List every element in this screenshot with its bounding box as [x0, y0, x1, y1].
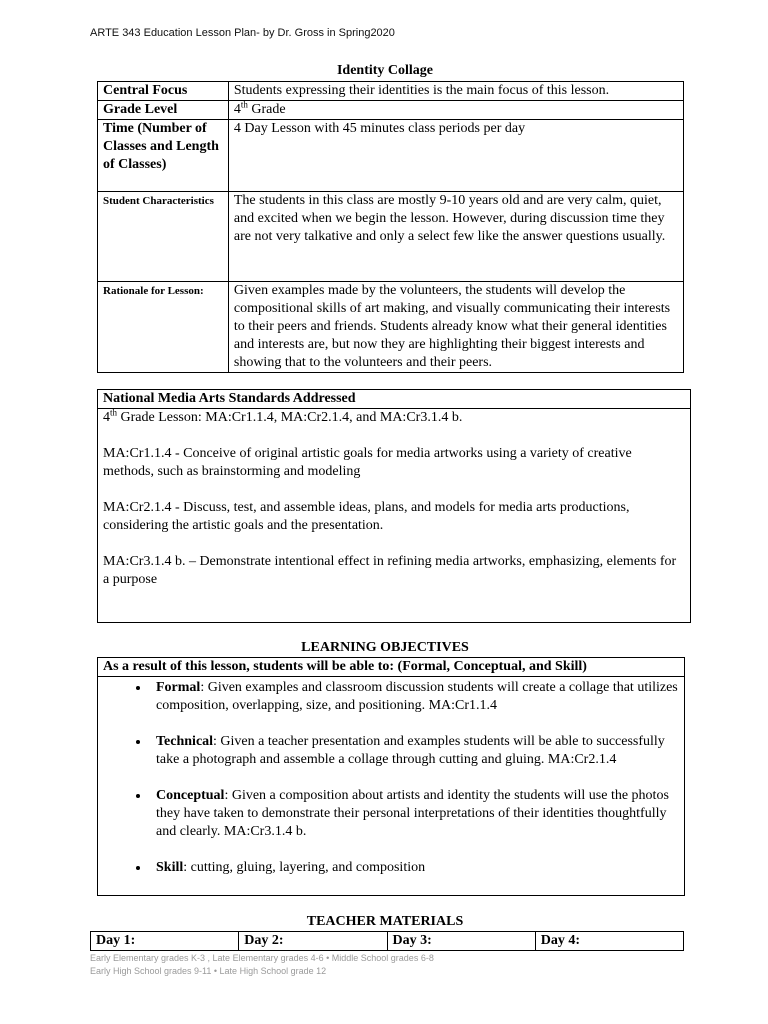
lesson-info-table	[97, 81, 684, 373]
objective-text: : Given a composition about artists and identity the students will use the photos they have taken to demonstrate their personal interpretations of their identities thoughtfully and clearly. MA:Cr3.1.4 b.	[156, 788, 669, 839]
grade-level-row	[98, 101, 684, 120]
central-focus-value: Students expressing their identities is the main focus of this lesson.	[228, 82, 683, 101]
objectives-list	[98, 679, 684, 877]
standards-box	[97, 389, 691, 623]
objectives-title: LEARNING OBJECTIVES	[301, 640, 469, 655]
objective-item-conceptual	[150, 787, 684, 841]
time-label: Time (Number of Classes and Length of Classes)	[98, 120, 229, 192]
objective-term: Formal	[156, 680, 201, 695]
day-3-cell: Day 3:	[387, 932, 535, 951]
rationale-value: Given examples made by the volunteers, the students will develop the compositional skills of art making, and visually communicating their interests to their peers and friends. Students already know what their general identities and interests are, but now they are highlighting their biggest interests and showing that to the volunteers and their peers.	[228, 282, 683, 373]
objective-text: : Given a teacher presentation and examples students will be able to successfully take a photograph and assemble a collage through cutting and gluing. MA:Cr2.1.4	[156, 734, 665, 767]
standards-content	[98, 409, 690, 589]
day-4-cell: Day 4:	[535, 932, 683, 951]
objective-text: : Given examples and classroom discussion students will create a collage that utilizes composition, overlapping, size, and positioning. MA:Cr1.1.4	[156, 680, 678, 713]
time-row	[98, 120, 684, 192]
grade-level-label: Grade Level	[98, 101, 229, 120]
grade-suffix: th	[240, 99, 248, 110]
page-header: ARTE 343 Education Lesson Plan- by Dr. Gross in Spring2020	[90, 27, 395, 39]
materials-title: TEACHER MATERIALS	[306, 914, 464, 929]
student-characteristics-row	[98, 192, 684, 282]
objective-item-technical	[150, 733, 684, 769]
lesson-title: Identity Collage	[336, 63, 434, 78]
standard-item-cr1: MA:Cr1.1.4 - Conceive of original artistic goals for media artworks using a variety of creative methods, such as brainstorming and modeling	[103, 446, 632, 479]
grade-level-value	[228, 101, 683, 120]
objective-term: Technical	[156, 734, 214, 749]
standard-item-cr2: MA:Cr2.1.4 - Discuss, test, and assemble ideas, plans, and models for media arts productions, considering the artistic goals and the presentation.	[103, 500, 630, 533]
objectives-heading: As a result of this lesson, students will be able to: (Formal, Conceptual, and Skill)	[98, 658, 684, 677]
day-1-cell: Day 1:	[91, 932, 239, 951]
materials-days-table	[90, 931, 684, 951]
standards-heading: National Media Arts Standards Addressed	[98, 390, 690, 409]
footer-grades-line-2: Early High School grades 9-11 • Late High School grade 12	[90, 966, 327, 976]
footer-grades-line-1: Early Elementary grades K-3 , Late Elementary grades 4-6 • Middle School grades 6-8	[90, 953, 434, 963]
standards-grade-suffix: th	[110, 407, 118, 418]
standards-grade-line	[98, 409, 690, 427]
objective-item-skill	[150, 859, 684, 877]
rationale-row	[98, 282, 684, 373]
standards-grade-rest: Grade Lesson: MA:Cr1.1.4, MA:Cr2.1.4, and MA:Cr3.1.4 b.	[117, 410, 463, 425]
objective-item-formal	[150, 679, 684, 715]
objective-text: : cutting, gluing, layering, and composition	[183, 860, 426, 875]
standard-item-cr3: MA:Cr3.1.4 b. – Demonstrate intentional effect in refining media artworks, emphasizing, elements for a purpose	[103, 554, 677, 587]
student-characteristics-label: Student Characteristics	[98, 192, 229, 282]
central-focus-label: Central Focus	[98, 82, 229, 101]
student-characteristics-value: The students in this class are mostly 9-10 years old and are very calm, quiet, and excited when we begin the lesson. However, during discussion time they are not very talkative and only a select few like the answer questions usually.	[228, 192, 683, 282]
standards-grade-number: 4	[103, 410, 110, 425]
central-focus-row	[98, 82, 684, 101]
grade-word: Grade	[247, 102, 286, 117]
day-2-cell: Day 2:	[239, 932, 387, 951]
time-value: 4 Day Lesson with 45 minutes class periods per day	[228, 120, 683, 192]
objective-term: Skill	[156, 860, 184, 875]
objective-term: Conceptual	[156, 788, 225, 803]
rationale-label: Rationale for Lesson:	[98, 282, 229, 373]
objectives-box	[97, 657, 685, 896]
grade-number: 4	[233, 102, 241, 117]
